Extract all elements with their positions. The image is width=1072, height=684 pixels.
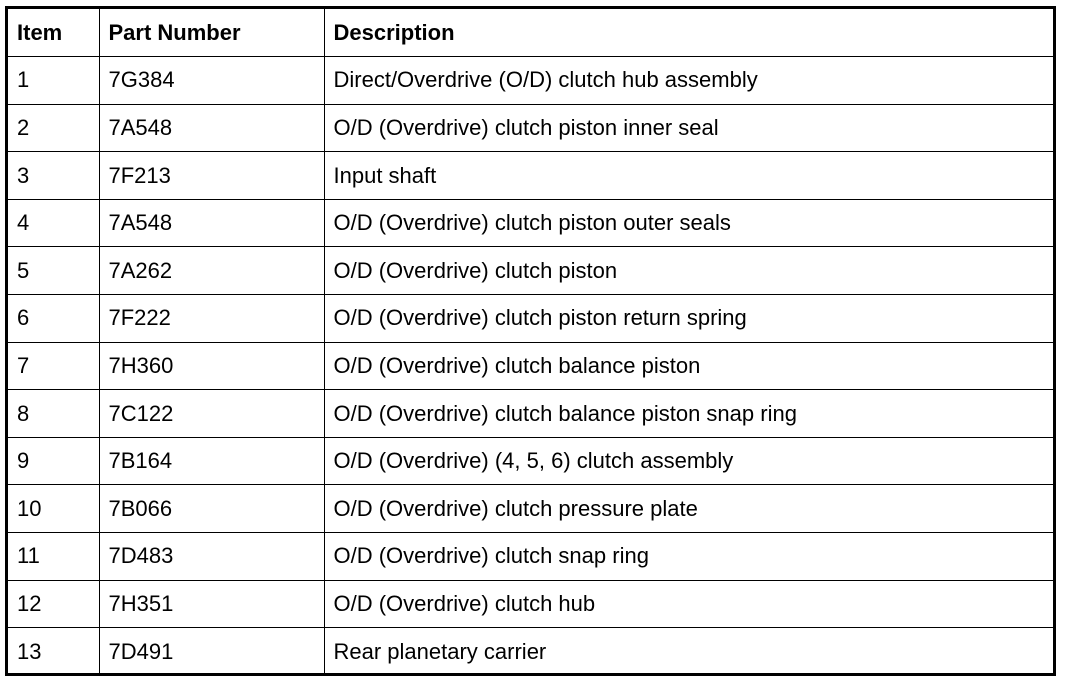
table-row: [8, 628, 1053, 676]
table-row: [8, 485, 1053, 533]
cell-description: O/D (Overdrive) clutch snap ring: [324, 533, 1053, 581]
cell-item: 7: [8, 342, 99, 390]
cell-part-number: 7B164: [99, 437, 324, 485]
cell-description: O/D (Overdrive) clutch balance piston: [324, 342, 1053, 390]
cell-item: 12: [8, 580, 99, 628]
cell-item: 3: [8, 152, 99, 200]
cell-item: 2: [8, 104, 99, 152]
cell-part-number: 7C122: [99, 390, 324, 438]
table-row: [8, 247, 1053, 295]
cell-part-number: 7H351: [99, 580, 324, 628]
cell-description: O/D (Overdrive) clutch piston return spring: [324, 295, 1053, 343]
cell-item: 11: [8, 533, 99, 581]
cell-description: O/D (Overdrive) clutch pressure plate: [324, 485, 1053, 533]
cell-description: O/D (Overdrive) clutch piston outer seals: [324, 199, 1053, 247]
header-item: Item: [8, 9, 99, 57]
table-row: [8, 152, 1053, 200]
cell-description: O/D (Overdrive) (4, 5, 6) clutch assembly: [324, 437, 1053, 485]
cell-item: 1: [8, 57, 99, 105]
cell-part-number: 7F222: [99, 295, 324, 343]
cell-item: 13: [8, 628, 99, 676]
table-row: [8, 295, 1053, 343]
cell-part-number: 7B066: [99, 485, 324, 533]
cell-part-number: 7H360: [99, 342, 324, 390]
cell-item: 9: [8, 437, 99, 485]
cell-part-number: 7A262: [99, 247, 324, 295]
parts-table-frame: [5, 6, 1056, 676]
cell-item: 6: [8, 295, 99, 343]
table-row: [8, 104, 1053, 152]
parts-table: [8, 9, 1053, 675]
cell-part-number: 7D491: [99, 628, 324, 676]
table-row: [8, 437, 1053, 485]
cell-description: O/D (Overdrive) clutch balance piston snap ring: [324, 390, 1053, 438]
cell-part-number: 7A548: [99, 199, 324, 247]
table-row: [8, 57, 1053, 105]
cell-item: 8: [8, 390, 99, 438]
cell-description: O/D (Overdrive) clutch hub: [324, 580, 1053, 628]
table-row: [8, 580, 1053, 628]
table-row: [8, 390, 1053, 438]
cell-item: 4: [8, 199, 99, 247]
cell-description: O/D (Overdrive) clutch piston inner seal: [324, 104, 1053, 152]
cell-part-number: 7A548: [99, 104, 324, 152]
cell-part-number: 7G384: [99, 57, 324, 105]
table-row: [8, 199, 1053, 247]
cell-part-number: 7D483: [99, 533, 324, 581]
header-part-number: Part Number: [99, 9, 324, 57]
cell-description: Input shaft: [324, 152, 1053, 200]
table-row: [8, 533, 1053, 581]
header-description: Description: [324, 9, 1053, 57]
cell-item: 10: [8, 485, 99, 533]
cell-part-number: 7F213: [99, 152, 324, 200]
cell-description: Rear planetary carrier: [324, 628, 1053, 676]
table-row: [8, 342, 1053, 390]
cell-description: O/D (Overdrive) clutch piston: [324, 247, 1053, 295]
cell-description: Direct/Overdrive (O/D) clutch hub assembly: [324, 57, 1053, 105]
header-row: [8, 9, 1053, 57]
cell-item: 5: [8, 247, 99, 295]
